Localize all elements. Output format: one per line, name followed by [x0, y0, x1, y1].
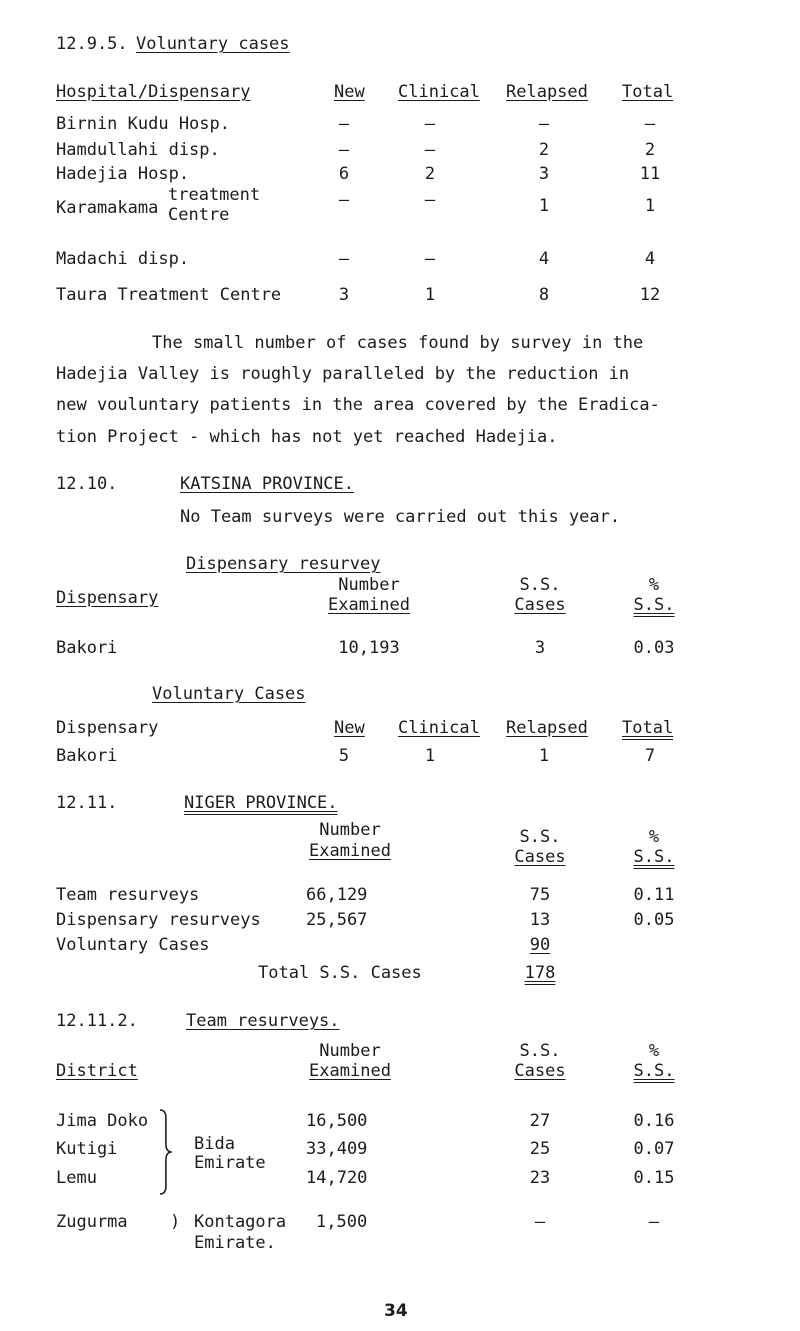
section-number: 12.9.5.: [56, 34, 128, 54]
col-header-cases: Cases: [514, 595, 566, 615]
subsection-title: Voluntary Cases: [152, 684, 306, 704]
col-header-ss: S.S.: [519, 1041, 561, 1061]
cell-cases: 90: [529, 935, 551, 955]
section-number: 12.11.: [56, 793, 118, 813]
col-header-dispensary: Dispensary: [56, 718, 159, 738]
cell-total: 4: [644, 249, 656, 269]
row-name-part: treatment: [168, 185, 261, 205]
col-header-examined: Examined: [309, 841, 391, 861]
cell-examined: 33,409: [306, 1139, 368, 1159]
cell-total: –: [644, 114, 656, 134]
cell-pct: 0.03: [633, 638, 675, 658]
section-title: Voluntary cases: [136, 34, 290, 54]
cell-new: –: [338, 114, 350, 134]
col-header-hospital: Hospital/Dispensary: [56, 82, 251, 102]
col-header-examined: Examined: [309, 1061, 391, 1081]
total-value: 178: [524, 963, 556, 983]
cell-new: –: [338, 190, 350, 210]
cell-cases: 27: [529, 1111, 551, 1131]
cell-examined: 14,720: [306, 1168, 368, 1188]
cell-relapsed: 3: [538, 164, 550, 184]
col-header-examined: Examined: [328, 595, 410, 615]
cell-cases: 3: [534, 638, 546, 658]
section-title: KATSINA PROVINCE.: [180, 474, 354, 494]
cell-pct: –: [648, 1212, 660, 1232]
col-header-pct: %: [648, 1041, 660, 1061]
emirate-name: Bida: [194, 1134, 235, 1154]
cell-cases: 13: [529, 910, 551, 930]
cell-clinical: –: [424, 114, 436, 134]
paragraph-line: The small number of cases found by survey in the: [152, 333, 644, 353]
section-title: NIGER PROVINCE.: [184, 793, 338, 813]
paragraph-line: Hadejia Valley is roughly paralleled by the reduction in: [56, 364, 630, 384]
cell-total: 7: [644, 746, 656, 766]
cell-cases: 23: [529, 1168, 551, 1188]
col-header-district: District: [56, 1061, 138, 1081]
col-header-cases: Cases: [514, 1061, 566, 1081]
col-header-number: Number: [338, 575, 400, 595]
cell-new: 3: [338, 285, 350, 305]
row-name: Hadejia Hosp.: [56, 164, 190, 184]
col-header-new: New: [334, 82, 365, 102]
cell-new: 5: [338, 746, 350, 766]
section-number: 12.11.2.: [56, 1011, 138, 1031]
emirate-label: Emirate: [194, 1153, 266, 1173]
cell-cases: 25: [529, 1139, 551, 1159]
cell-total: 1: [644, 196, 656, 216]
col-header-cases: Cases: [514, 847, 566, 867]
district-name: Kutigi: [56, 1139, 118, 1159]
emirate-name: Kontagora: [194, 1212, 287, 1232]
cell-relapsed: 1: [538, 196, 550, 216]
paragraph-line: new vouluntary patients in the area covered by the Eradica-: [56, 395, 660, 415]
col-header-ss: S.S.: [519, 575, 561, 595]
cell-pct: 0.05: [633, 910, 675, 930]
district-name: Zugurma: [56, 1212, 128, 1232]
col-header-relapsed: Relapsed: [506, 82, 588, 102]
row-name: Voluntary Cases: [56, 935, 210, 955]
row-name-part: Centre: [168, 205, 230, 225]
col-header-number: Number: [319, 820, 381, 840]
cell-examined: 1,500: [316, 1212, 368, 1232]
cell-total: 11: [639, 164, 661, 184]
cell-examined: 16,500: [306, 1111, 368, 1131]
cell-clinical: 1: [424, 285, 436, 305]
cell-pct: 0.11: [633, 885, 675, 905]
cell-new: –: [338, 249, 350, 269]
bracket-glyph: [158, 1108, 184, 1196]
cell-clinical: 2: [424, 164, 436, 184]
col-header-clinical: Clinical: [398, 82, 480, 102]
total-label: Total S.S. Cases: [258, 963, 422, 983]
cell-relapsed: 8: [538, 285, 550, 305]
cell-examined: 66,129: [306, 885, 368, 905]
cell-new: –: [338, 140, 350, 160]
row-name: Birnin Kudu Hosp.: [56, 114, 230, 134]
cell-relapsed: –: [538, 114, 550, 134]
cell-pct: 0.15: [633, 1168, 675, 1188]
row-name: Karamakama: [56, 198, 159, 218]
col-header-relapsed: Relapsed: [506, 718, 588, 738]
emirate-label: Emirate.: [194, 1233, 276, 1253]
row-name: Bakori: [56, 638, 118, 658]
cell-relapsed: 1: [538, 746, 550, 766]
cell-pct: 0.16: [633, 1111, 675, 1131]
cell-relapsed: 4: [538, 249, 550, 269]
cell-total: 2: [644, 140, 656, 160]
row-name: Taura Treatment Centre: [56, 285, 282, 305]
cell-cases: –: [534, 1212, 546, 1232]
col-header-new: New: [334, 718, 365, 738]
row-name: Team resurveys: [56, 885, 200, 905]
page-number: 34: [384, 1301, 408, 1321]
section-title: Team resurveys.: [186, 1011, 340, 1031]
col-header-pct-ss: S.S.: [633, 595, 675, 615]
col-header-dispensary: Dispensary: [56, 588, 159, 608]
cell-clinical: –: [424, 249, 436, 269]
subsection-title: Dispensary resurvey: [186, 554, 381, 574]
district-name: Jima Doko: [56, 1111, 149, 1131]
cell-new: 6: [338, 164, 350, 184]
col-header-ss: S.S.: [519, 827, 561, 847]
cell-clinical: –: [424, 140, 436, 160]
section-number: 12.10.: [56, 474, 118, 494]
col-header-pct-ss: S.S.: [633, 1061, 675, 1081]
cell-examined: 10,193: [338, 638, 400, 658]
col-header-number: Number: [319, 1041, 381, 1061]
col-header-pct: %: [648, 827, 660, 847]
row-name: Dispensary resurveys: [56, 910, 261, 930]
row-name: Hamdullahi disp.: [56, 140, 220, 160]
cell-pct: 0.07: [633, 1139, 675, 1159]
district-name: Lemu: [56, 1168, 97, 1188]
cell-total: 12: [639, 285, 661, 305]
cell-examined: 25,567: [306, 910, 368, 930]
col-header-clinical: Clinical: [398, 718, 480, 738]
paren-glyph: ): [170, 1212, 181, 1232]
col-header-total: Total: [622, 82, 674, 102]
cell-clinical: 1: [424, 746, 436, 766]
row-name: Madachi disp.: [56, 249, 190, 269]
col-header-total: Total: [622, 718, 674, 738]
section-note: No Team surveys were carried out this year.: [180, 507, 621, 527]
cell-clinical: –: [424, 190, 436, 210]
col-header-pct-ss: S.S.: [633, 847, 675, 867]
col-header-pct: %: [648, 575, 660, 595]
cell-relapsed: 2: [538, 140, 550, 160]
row-name: Bakori: [56, 746, 118, 766]
cell-cases: 75: [529, 885, 551, 905]
paragraph-line: tion Project - which has not yet reached Hadejia.: [56, 427, 558, 447]
bracket: [158, 1108, 170, 1196]
